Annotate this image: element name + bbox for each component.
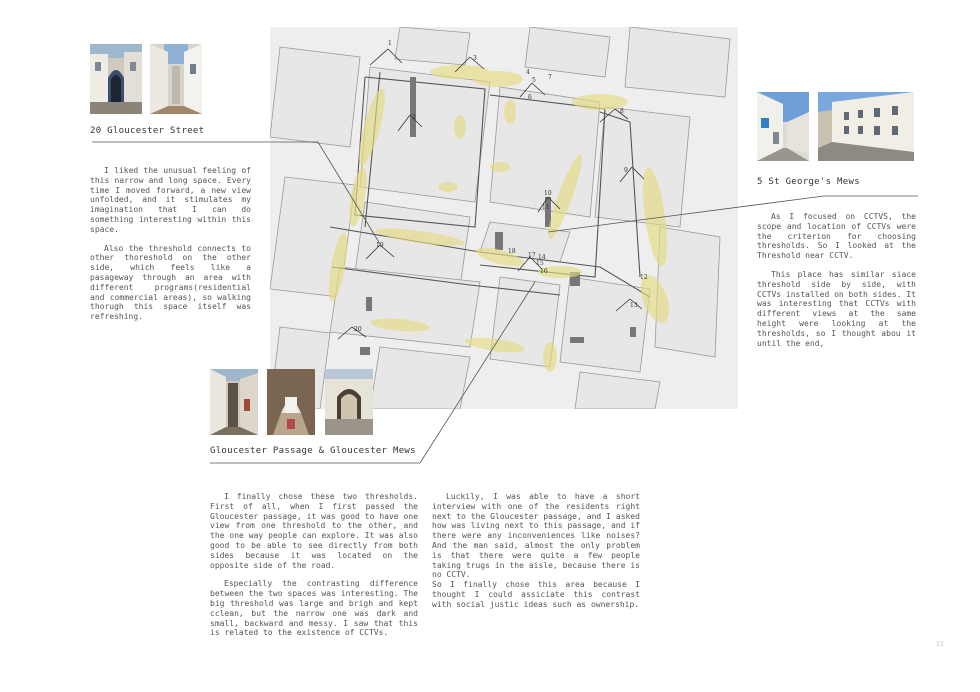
map-marker-5: 5 (532, 77, 536, 84)
st-georges-paragraph-1: As I focused on CCTVS, the scope and location of CCTVs were the criterion for choosing thresholds. So I looked at the Threshold near CCTV. (757, 212, 916, 261)
map-marker-10: 10 (544, 190, 552, 197)
bottom-left-paragraph-2: Especially the contrasting difference between the two spaces was interesting. The big threshold was large and brigh and kept cclean, but the narrow one was dark and small, backward and messy. I saw that this is related to the existence of CCTVs. (210, 579, 418, 638)
map-marker-1: 1 (388, 40, 392, 47)
map-marker-13: 13 (630, 302, 638, 309)
map-marker-16: 16 (540, 268, 548, 275)
map-marker-6: 6 (528, 94, 532, 101)
map-marker-11: 11 (542, 204, 550, 211)
st-georges-paragraph-2: This place has similar siace threshold side by side, with CCTVs installed on both sides. It was interesting that CCTVs with different views at the same height were looking at the thresholds, so I thought abou it until the end, (757, 269, 916, 348)
gloucester-passage-title: Gloucester Passage & Gloucester Mews (210, 446, 416, 456)
gloucester-street-title: 20 Gloucester Street (90, 126, 205, 136)
bottom-left-paragraph-1: I finally chose these two thresholds. First of all, when I first passed the Gloucester passage, it was good to have one view from one threshold to the other, and the one way people can explore. It was also good to be able to see directly from both sides because it was located on the opposite side of the road. (210, 492, 418, 570)
map-marker-4: 4 (526, 69, 530, 76)
map-marker-14: 14 (538, 254, 546, 261)
map-marker-9: 9 (624, 167, 628, 174)
st-georges-title: 5 St George's Mews (757, 177, 860, 187)
map-marker-3: 3 (473, 55, 477, 62)
map-marker-19: 19 (376, 242, 384, 249)
map-marker-12: 12 (640, 274, 648, 281)
map-marker-17: 17 (528, 252, 536, 259)
gloucester-street-paragraph-2: Also the threshold connects to other thoreshold on the other side, which feels like a pasageway through an area with different programs(residential and commercial areas), so walking thorugh this space itself was refreshing. (90, 243, 251, 322)
map-marker-15: 15 (536, 260, 544, 267)
bottom-text-right (432, 492, 640, 619)
map-marker-7: 7 (548, 74, 552, 81)
page-number: 11 (935, 640, 944, 648)
bottom-right-paragraph-2: So I finally chose this area because I thought I could assiciate this contrast with social justic ideas such as ownership. (432, 580, 640, 609)
bottom-right-paragraph-1: Luckily, I was able to have a short interview with one of the residents right next to the Gloucester passage, and I asked how was living next to this passage, and if there were any inconveniences like noises? And the man said, almost the only problem is that there were quite a few people taking trugs in the aisle, because there is no CCTV. (432, 492, 640, 580)
map-marker-8: 8 (620, 108, 624, 115)
bottom-text-left (210, 492, 418, 647)
gloucester-street-paragraph-1: I liked the unusual feeling of this narrow and long space. Every time I moved forward, a new view unfolded, and it stimulates my imagination that I can do something interesting within this space. (90, 166, 251, 234)
map-marker-20: 20 (354, 326, 362, 333)
map-marker-2: 2 (412, 114, 416, 121)
map-marker-18: 18 (508, 248, 516, 255)
